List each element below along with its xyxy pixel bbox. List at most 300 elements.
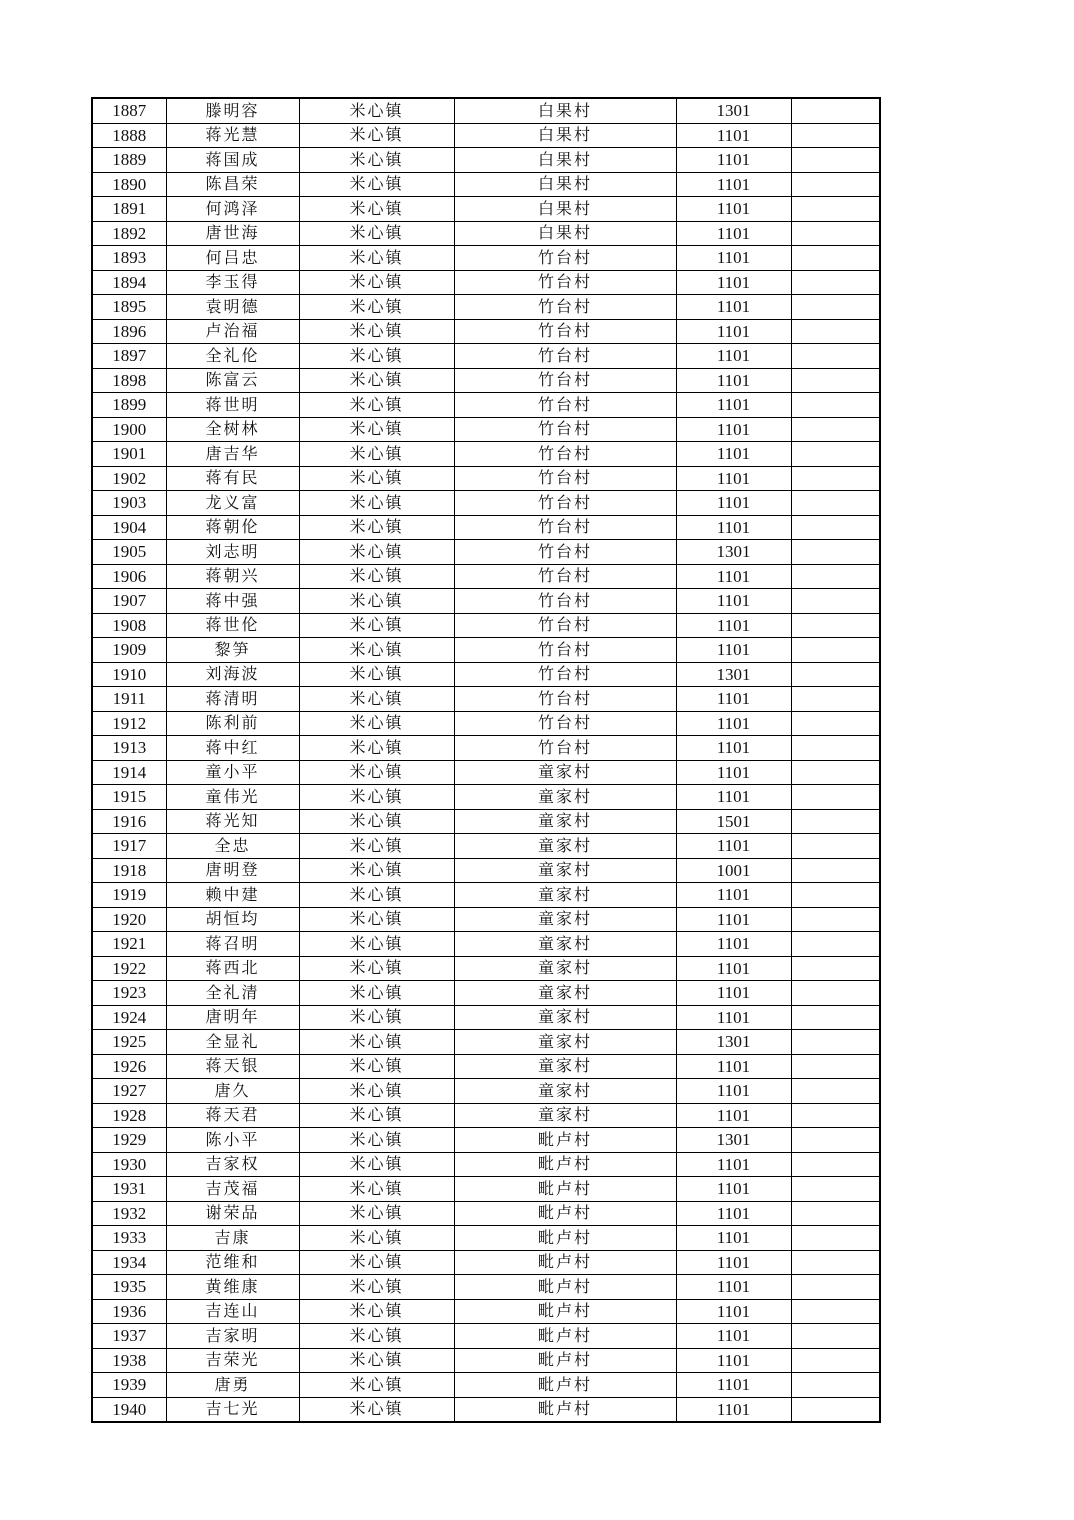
code-cell: 1101 xyxy=(676,442,791,467)
name-cell: 唐吉华 xyxy=(166,442,299,467)
town-cell: 米心镇 xyxy=(299,221,454,246)
table-row xyxy=(92,491,880,516)
remark-cell xyxy=(791,687,880,712)
remark-cell xyxy=(791,736,880,761)
row-number-cell: 1924 xyxy=(92,1005,166,1030)
name-cell: 吉茂福 xyxy=(166,1177,299,1202)
town-cell: 米心镇 xyxy=(299,564,454,589)
row-number-cell: 1893 xyxy=(92,246,166,271)
village-cell: 童家村 xyxy=(454,809,676,834)
town-cell: 米心镇 xyxy=(299,956,454,981)
row-number-cell: 1928 xyxy=(92,1103,166,1128)
table-row xyxy=(92,417,880,442)
code-cell: 1101 xyxy=(676,760,791,785)
code-cell: 1101 xyxy=(676,907,791,932)
town-cell: 米心镇 xyxy=(299,1152,454,1177)
remark-cell xyxy=(791,246,880,271)
row-number-cell: 1930 xyxy=(92,1152,166,1177)
remark-cell xyxy=(791,417,880,442)
town-cell: 米心镇 xyxy=(299,907,454,932)
remark-cell xyxy=(791,1030,880,1055)
town-cell: 米心镇 xyxy=(299,1226,454,1251)
remark-cell xyxy=(791,270,880,295)
table-row xyxy=(92,1299,880,1324)
remark-cell xyxy=(791,1275,880,1300)
village-cell: 童家村 xyxy=(454,1079,676,1104)
name-cell: 吉荣光 xyxy=(166,1348,299,1373)
town-cell: 米心镇 xyxy=(299,687,454,712)
remark-cell xyxy=(791,932,880,957)
name-cell: 龙义富 xyxy=(166,491,299,516)
table-row xyxy=(92,319,880,344)
row-number-cell: 1897 xyxy=(92,344,166,369)
village-cell: 白果村 xyxy=(454,221,676,246)
code-cell: 1101 xyxy=(676,1299,791,1324)
village-cell: 毗卢村 xyxy=(454,1397,676,1422)
table-row xyxy=(92,368,880,393)
village-cell: 竹台村 xyxy=(454,540,676,565)
name-cell: 全树林 xyxy=(166,417,299,442)
town-cell: 米心镇 xyxy=(299,858,454,883)
remark-cell xyxy=(791,442,880,467)
code-cell: 1101 xyxy=(676,1275,791,1300)
table-row xyxy=(92,172,880,197)
town-cell: 米心镇 xyxy=(299,1103,454,1128)
code-cell: 1101 xyxy=(676,785,791,810)
table-row xyxy=(92,270,880,295)
code-cell: 1101 xyxy=(676,1397,791,1422)
remark-cell xyxy=(791,123,880,148)
remark-cell xyxy=(791,1348,880,1373)
remark-cell xyxy=(791,956,880,981)
code-cell: 1101 xyxy=(676,981,791,1006)
row-number-cell: 1929 xyxy=(92,1128,166,1153)
row-number-cell: 1927 xyxy=(92,1079,166,1104)
row-number-cell: 1920 xyxy=(92,907,166,932)
row-number-cell: 1940 xyxy=(92,1397,166,1422)
table-body xyxy=(92,98,880,1422)
table-row xyxy=(92,1177,880,1202)
code-cell: 1101 xyxy=(676,246,791,271)
name-cell: 黄维康 xyxy=(166,1275,299,1300)
row-number-cell: 1916 xyxy=(92,809,166,834)
table-row xyxy=(92,1373,880,1398)
town-cell: 米心镇 xyxy=(299,1275,454,1300)
table-row xyxy=(92,123,880,148)
town-cell: 米心镇 xyxy=(299,736,454,761)
code-cell: 1101 xyxy=(676,1054,791,1079)
code-cell: 1101 xyxy=(676,1177,791,1202)
town-cell: 米心镇 xyxy=(299,932,454,957)
name-cell: 刘海波 xyxy=(166,662,299,687)
row-number-cell: 1926 xyxy=(92,1054,166,1079)
town-cell: 米心镇 xyxy=(299,515,454,540)
code-cell: 1101 xyxy=(676,736,791,761)
row-number-cell: 1937 xyxy=(92,1324,166,1349)
row-number-cell: 1898 xyxy=(92,368,166,393)
table-row xyxy=(92,1226,880,1251)
name-cell: 蒋光慧 xyxy=(166,123,299,148)
name-cell: 陈富云 xyxy=(166,368,299,393)
table-row xyxy=(92,981,880,1006)
table-row xyxy=(92,785,880,810)
name-cell: 陈利前 xyxy=(166,711,299,736)
remark-cell xyxy=(791,1103,880,1128)
code-cell: 1101 xyxy=(676,834,791,859)
remark-cell xyxy=(791,491,880,516)
remark-cell xyxy=(791,809,880,834)
town-cell: 米心镇 xyxy=(299,1128,454,1153)
town-cell: 米心镇 xyxy=(299,491,454,516)
town-cell: 米心镇 xyxy=(299,393,454,418)
remark-cell xyxy=(791,1152,880,1177)
remark-cell xyxy=(791,1054,880,1079)
village-cell: 毗卢村 xyxy=(454,1324,676,1349)
code-cell: 1101 xyxy=(676,270,791,295)
table-row xyxy=(92,956,880,981)
name-cell: 蒋西北 xyxy=(166,956,299,981)
row-number-cell: 1891 xyxy=(92,197,166,222)
table-row xyxy=(92,466,880,491)
table-row xyxy=(92,638,880,663)
table-row xyxy=(92,1005,880,1030)
remark-cell xyxy=(791,834,880,859)
town-cell: 米心镇 xyxy=(299,319,454,344)
village-cell: 童家村 xyxy=(454,1103,676,1128)
village-cell: 竹台村 xyxy=(454,442,676,467)
village-cell: 毗卢村 xyxy=(454,1348,676,1373)
town-cell: 米心镇 xyxy=(299,1324,454,1349)
row-number-cell: 1932 xyxy=(92,1201,166,1226)
table-row xyxy=(92,442,880,467)
row-number-cell: 1910 xyxy=(92,662,166,687)
row-number-cell: 1890 xyxy=(92,172,166,197)
name-cell: 蒋清明 xyxy=(166,687,299,712)
table-row xyxy=(92,1030,880,1055)
remark-cell xyxy=(791,711,880,736)
row-number-cell: 1906 xyxy=(92,564,166,589)
table-row xyxy=(92,711,880,736)
remark-cell xyxy=(791,1079,880,1104)
remark-cell xyxy=(791,1128,880,1153)
row-number-cell: 1908 xyxy=(92,613,166,638)
town-cell: 米心镇 xyxy=(299,540,454,565)
village-cell: 毗卢村 xyxy=(454,1226,676,1251)
name-cell: 何鸿泽 xyxy=(166,197,299,222)
village-cell: 童家村 xyxy=(454,760,676,785)
row-number-cell: 1938 xyxy=(92,1348,166,1373)
name-cell: 蒋朝兴 xyxy=(166,564,299,589)
village-cell: 竹台村 xyxy=(454,711,676,736)
town-cell: 米心镇 xyxy=(299,760,454,785)
code-cell: 1101 xyxy=(676,564,791,589)
code-cell: 1101 xyxy=(676,515,791,540)
town-cell: 米心镇 xyxy=(299,1250,454,1275)
town-cell: 米心镇 xyxy=(299,197,454,222)
town-cell: 米心镇 xyxy=(299,1079,454,1104)
village-cell: 白果村 xyxy=(454,98,676,123)
name-cell: 蒋朝伦 xyxy=(166,515,299,540)
name-cell: 全礼清 xyxy=(166,981,299,1006)
name-cell: 胡恒均 xyxy=(166,907,299,932)
town-cell: 米心镇 xyxy=(299,442,454,467)
table-row xyxy=(92,1152,880,1177)
code-cell: 1101 xyxy=(676,368,791,393)
row-number-cell: 1936 xyxy=(92,1299,166,1324)
village-cell: 竹台村 xyxy=(454,295,676,320)
name-cell: 唐明登 xyxy=(166,858,299,883)
table-row xyxy=(92,907,880,932)
row-number-cell: 1902 xyxy=(92,466,166,491)
name-cell: 全礼伦 xyxy=(166,344,299,369)
remark-cell xyxy=(791,1250,880,1275)
row-number-cell: 1903 xyxy=(92,491,166,516)
town-cell: 米心镇 xyxy=(299,613,454,638)
row-number-cell: 1917 xyxy=(92,834,166,859)
table-row xyxy=(92,148,880,173)
name-cell: 陈小平 xyxy=(166,1128,299,1153)
name-cell: 吉七光 xyxy=(166,1397,299,1422)
name-cell: 范维和 xyxy=(166,1250,299,1275)
row-number-cell: 1907 xyxy=(92,589,166,614)
remark-cell xyxy=(791,295,880,320)
name-cell: 唐明年 xyxy=(166,1005,299,1030)
row-number-cell: 1894 xyxy=(92,270,166,295)
remark-cell xyxy=(791,1177,880,1202)
remark-cell xyxy=(791,883,880,908)
name-cell: 蒋世明 xyxy=(166,393,299,418)
table-row xyxy=(92,1348,880,1373)
remark-cell xyxy=(791,858,880,883)
village-cell: 竹台村 xyxy=(454,613,676,638)
remark-cell xyxy=(791,1373,880,1398)
row-number-cell: 1909 xyxy=(92,638,166,663)
remark-cell xyxy=(791,148,880,173)
remark-cell xyxy=(791,760,880,785)
table-row xyxy=(92,98,880,123)
code-cell: 1101 xyxy=(676,466,791,491)
table-row xyxy=(92,613,880,638)
village-cell: 童家村 xyxy=(454,932,676,957)
village-cell: 毗卢村 xyxy=(454,1128,676,1153)
town-cell: 米心镇 xyxy=(299,98,454,123)
row-number-cell: 1913 xyxy=(92,736,166,761)
name-cell: 吉家权 xyxy=(166,1152,299,1177)
code-cell: 1101 xyxy=(676,932,791,957)
code-cell: 1101 xyxy=(676,172,791,197)
table-row xyxy=(92,662,880,687)
town-cell: 米心镇 xyxy=(299,1397,454,1422)
village-cell: 竹台村 xyxy=(454,417,676,442)
row-number-cell: 1889 xyxy=(92,148,166,173)
town-cell: 米心镇 xyxy=(299,1299,454,1324)
town-cell: 米心镇 xyxy=(299,246,454,271)
town-cell: 米心镇 xyxy=(299,1348,454,1373)
village-cell: 白果村 xyxy=(454,148,676,173)
code-cell: 1001 xyxy=(676,858,791,883)
remark-cell xyxy=(791,1324,880,1349)
row-number-cell: 1934 xyxy=(92,1250,166,1275)
row-number-cell: 1922 xyxy=(92,956,166,981)
code-cell: 1101 xyxy=(676,123,791,148)
table-row xyxy=(92,540,880,565)
table-row xyxy=(92,1128,880,1153)
name-cell: 蒋天银 xyxy=(166,1054,299,1079)
table-row xyxy=(92,932,880,957)
remark-cell xyxy=(791,319,880,344)
table-row xyxy=(92,1054,880,1079)
table-row xyxy=(92,883,880,908)
row-number-cell: 1931 xyxy=(92,1177,166,1202)
remark-cell xyxy=(791,368,880,393)
town-cell: 米心镇 xyxy=(299,1201,454,1226)
remark-cell xyxy=(791,1397,880,1422)
name-cell: 蒋有民 xyxy=(166,466,299,491)
village-cell: 毗卢村 xyxy=(454,1152,676,1177)
village-cell: 毗卢村 xyxy=(454,1275,676,1300)
row-number-cell: 1887 xyxy=(92,98,166,123)
row-number-cell: 1895 xyxy=(92,295,166,320)
remark-cell xyxy=(791,344,880,369)
name-cell: 童小平 xyxy=(166,760,299,785)
row-number-cell: 1905 xyxy=(92,540,166,565)
code-cell: 1101 xyxy=(676,1250,791,1275)
name-cell: 赖中建 xyxy=(166,883,299,908)
village-cell: 童家村 xyxy=(454,981,676,1006)
row-number-cell: 1933 xyxy=(92,1226,166,1251)
remark-cell xyxy=(791,393,880,418)
name-cell: 童伟光 xyxy=(166,785,299,810)
village-cell: 毗卢村 xyxy=(454,1201,676,1226)
name-cell: 袁明德 xyxy=(166,295,299,320)
row-number-cell: 1925 xyxy=(92,1030,166,1055)
name-cell: 谢荣品 xyxy=(166,1201,299,1226)
town-cell: 米心镇 xyxy=(299,662,454,687)
table-row xyxy=(92,1397,880,1422)
town-cell: 米心镇 xyxy=(299,1030,454,1055)
row-number-cell: 1900 xyxy=(92,417,166,442)
name-cell: 蒋中红 xyxy=(166,736,299,761)
village-cell: 童家村 xyxy=(454,1054,676,1079)
code-cell: 1301 xyxy=(676,1128,791,1153)
code-cell: 1101 xyxy=(676,1201,791,1226)
town-cell: 米心镇 xyxy=(299,417,454,442)
remark-cell xyxy=(791,589,880,614)
town-cell: 米心镇 xyxy=(299,834,454,859)
town-cell: 米心镇 xyxy=(299,638,454,663)
village-cell: 竹台村 xyxy=(454,515,676,540)
name-cell: 何吕忠 xyxy=(166,246,299,271)
table-row xyxy=(92,687,880,712)
town-cell: 米心镇 xyxy=(299,883,454,908)
code-cell: 1101 xyxy=(676,687,791,712)
code-cell: 1101 xyxy=(676,197,791,222)
remark-cell xyxy=(791,466,880,491)
village-cell: 毗卢村 xyxy=(454,1177,676,1202)
table-row xyxy=(92,197,880,222)
table-row xyxy=(92,393,880,418)
name-cell: 唐世海 xyxy=(166,221,299,246)
name-cell: 蒋召明 xyxy=(166,932,299,957)
row-number-cell: 1923 xyxy=(92,981,166,1006)
code-cell: 1101 xyxy=(676,417,791,442)
code-cell: 1101 xyxy=(676,613,791,638)
name-cell: 蒋光知 xyxy=(166,809,299,834)
village-cell: 竹台村 xyxy=(454,662,676,687)
code-cell: 1301 xyxy=(676,1030,791,1055)
town-cell: 米心镇 xyxy=(299,172,454,197)
remark-cell xyxy=(791,907,880,932)
code-cell: 1501 xyxy=(676,809,791,834)
town-cell: 米心镇 xyxy=(299,809,454,834)
town-cell: 米心镇 xyxy=(299,981,454,1006)
town-cell: 米心镇 xyxy=(299,1373,454,1398)
row-number-cell: 1888 xyxy=(92,123,166,148)
code-cell: 1101 xyxy=(676,221,791,246)
village-cell: 竹台村 xyxy=(454,491,676,516)
remark-cell xyxy=(791,638,880,663)
row-number-cell: 1919 xyxy=(92,883,166,908)
table-row xyxy=(92,1079,880,1104)
village-cell: 竹台村 xyxy=(454,368,676,393)
village-cell: 毗卢村 xyxy=(454,1373,676,1398)
name-cell: 吉家明 xyxy=(166,1324,299,1349)
remark-cell xyxy=(791,197,880,222)
code-cell: 1101 xyxy=(676,1079,791,1104)
village-cell: 竹台村 xyxy=(454,736,676,761)
town-cell: 米心镇 xyxy=(299,270,454,295)
village-cell: 白果村 xyxy=(454,172,676,197)
village-cell: 童家村 xyxy=(454,1030,676,1055)
code-cell: 1101 xyxy=(676,344,791,369)
table-row xyxy=(92,858,880,883)
table-row xyxy=(92,515,880,540)
data-table xyxy=(91,97,881,1423)
row-number-cell: 1914 xyxy=(92,760,166,785)
remark-cell xyxy=(791,1005,880,1030)
remark-cell xyxy=(791,662,880,687)
code-cell: 1101 xyxy=(676,1226,791,1251)
village-cell: 竹台村 xyxy=(454,638,676,663)
table-row xyxy=(92,344,880,369)
code-cell: 1101 xyxy=(676,393,791,418)
table-row xyxy=(92,809,880,834)
name-cell: 蒋天君 xyxy=(166,1103,299,1128)
name-cell: 吉连山 xyxy=(166,1299,299,1324)
remark-cell xyxy=(791,98,880,123)
name-cell: 唐久 xyxy=(166,1079,299,1104)
table-row xyxy=(92,760,880,785)
town-cell: 米心镇 xyxy=(299,1177,454,1202)
code-cell: 1101 xyxy=(676,883,791,908)
village-cell: 白果村 xyxy=(454,123,676,148)
village-cell: 毗卢村 xyxy=(454,1299,676,1324)
village-cell: 竹台村 xyxy=(454,466,676,491)
remark-cell xyxy=(791,515,880,540)
village-cell: 竹台村 xyxy=(454,270,676,295)
village-cell: 童家村 xyxy=(454,883,676,908)
table-row xyxy=(92,1250,880,1275)
table-row xyxy=(92,736,880,761)
village-cell: 童家村 xyxy=(454,907,676,932)
name-cell: 陈昌荣 xyxy=(166,172,299,197)
code-cell: 1101 xyxy=(676,956,791,981)
village-cell: 竹台村 xyxy=(454,589,676,614)
row-number-cell: 1911 xyxy=(92,687,166,712)
town-cell: 米心镇 xyxy=(299,1054,454,1079)
remark-cell xyxy=(791,1226,880,1251)
name-cell: 蒋世伦 xyxy=(166,613,299,638)
